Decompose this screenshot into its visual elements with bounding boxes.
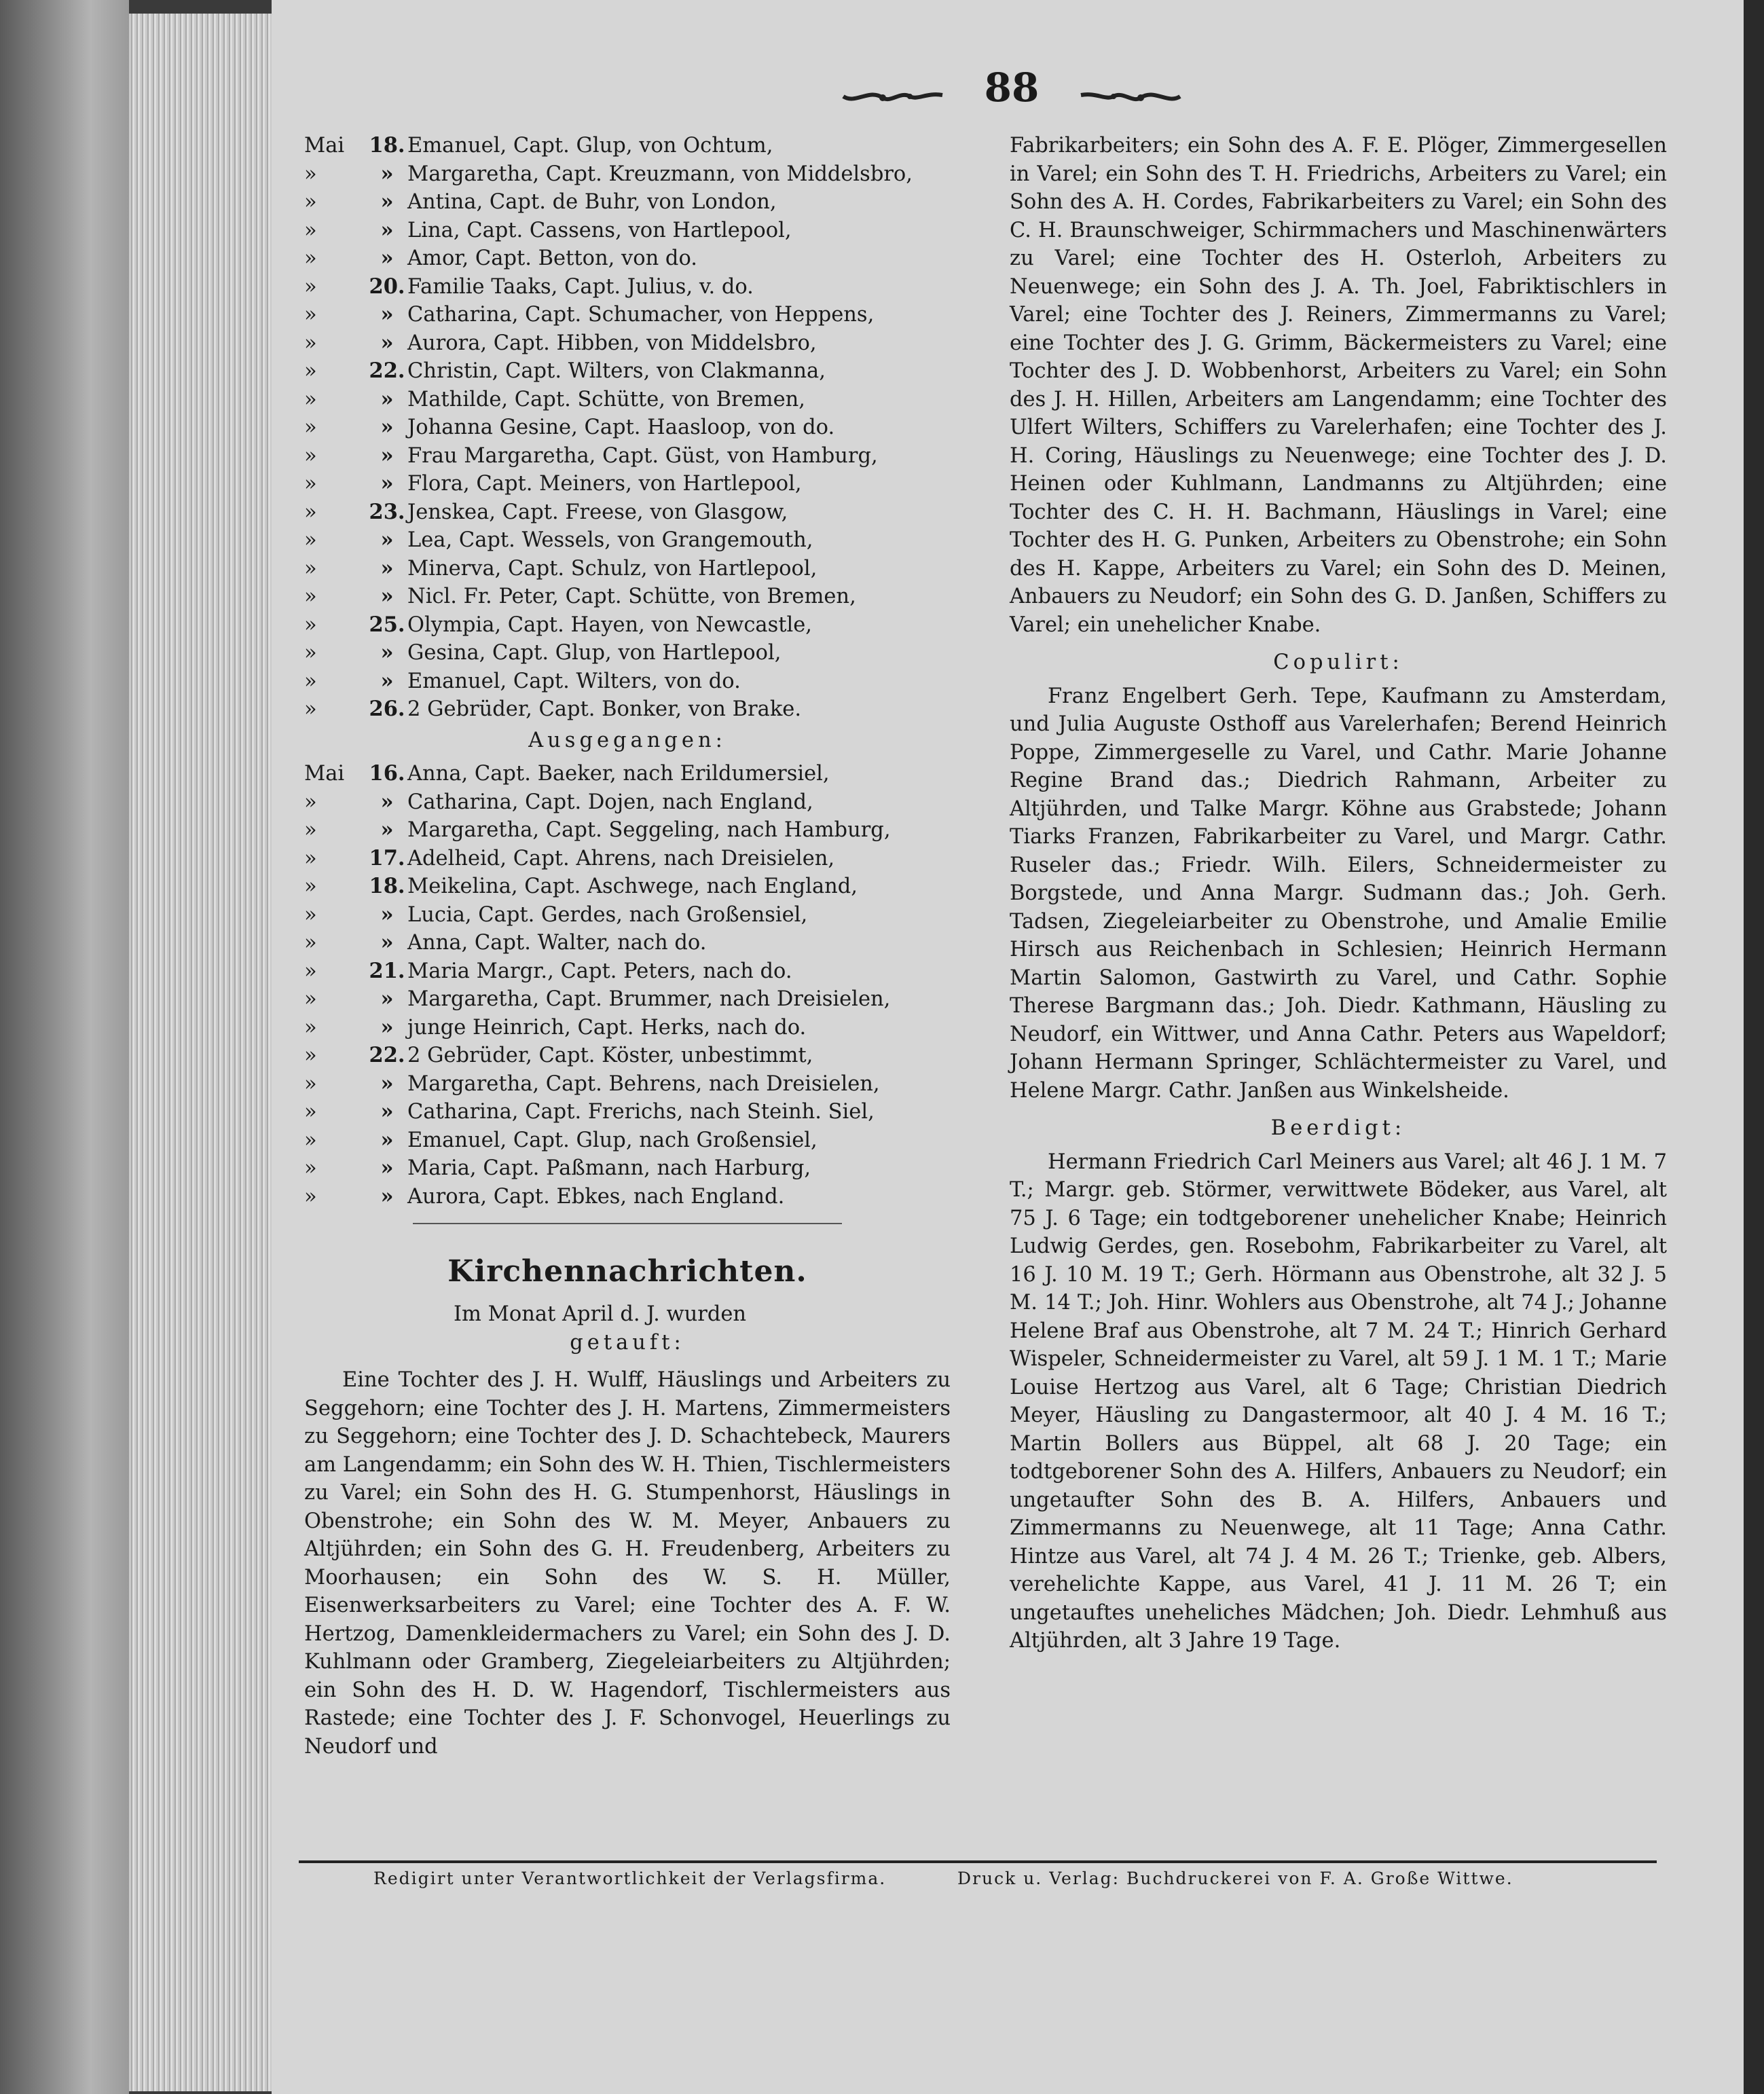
entry-day: »: [380, 386, 394, 411]
entry-day: »: [380, 555, 394, 581]
entry-day: »: [380, 528, 394, 552]
entry-day: »: [380, 789, 394, 814]
ship-entry: [304, 957, 951, 986]
entry-month: »: [304, 416, 317, 439]
entry-month: »: [304, 443, 317, 468]
ship-entry: [304, 1042, 951, 1070]
entry-month: »: [304, 528, 317, 552]
ship-entry: [304, 929, 951, 957]
entry-day: 22.: [369, 359, 405, 383]
entry-month: »: [304, 472, 317, 496]
entry-day: »: [380, 1014, 394, 1040]
section-divider: [413, 1223, 842, 1224]
entry-text: Anna, Capt. Walter, nach do.: [407, 931, 707, 955]
entry-month: »: [304, 902, 317, 927]
ship-entry: [304, 1183, 951, 1211]
ship-entry: [304, 788, 951, 817]
entry-text: Margaretha, Capt. Seggeling, nach Hamburg,: [407, 818, 891, 842]
ship-entry: [304, 816, 951, 845]
entry-day: »: [380, 161, 394, 186]
entry-month: »: [304, 500, 317, 524]
entry-day: »: [380, 443, 394, 468]
footer-editor-note: Redigirt unter Verantwortlichkeit der Verlagsfirma.: [373, 1869, 887, 1888]
entry-day: 16.: [369, 761, 405, 786]
ship-entry: [304, 357, 951, 386]
ship-entry: [304, 667, 951, 696]
baptized-text-continued: Fabrikarbeiters; ein Sohn des A. F. E. Plöger, Zimmergesellen in Varel; ein Sohn des T. H. Friedrichs, Arbeiters zu Varel; ein Sohn des A. H. Cordes, Fabrikarbeiters zu Varel; ein Sohn des C. H. Braunschweiger, Schirmmachers und Maschinenwärters zu Varel; eine Tochter des H. Osterloh, Arbeiters zu Neuenwege; ein Sohn des J. A. Th. Joel, Fabriktischlers in Varel; eine Tochter des J. Reiners, Zimmermanns zu Varel; eine Tochter des J. G. Grimm, Bäckermeisters zu Varel; eine Tochter des J. D. Wobbenhorst, Arbeiters zu Varel; ein Sohn des J. H. Hillen, Arbeiters am Langendamm; eine Tochter des Ulfert Wilters, Schiffers zu Varelerhafen; eine Tochter des J. H. Coring, Häuslings zu Neuenwege; eine Tochter des J. D. Heinen oder Kuhlmann, Landmanns zu Altjührden; eine Tochter des C. H. H. Bachmann, Häuslings in Varel; eine Tochter des H. G. Punken, Arbeiters zu Obenstrohe; ein Sohn des H. Kappe, Arbeiters zu Varel; ein Sohn des D. Meinen, Anbauers zu Neudorf; ein Sohn des G. D. Janßen, Schiffers zu Varel; ein unehelicher Knabe.: [1010, 134, 1667, 637]
entry-month: »: [304, 585, 317, 608]
ship-entry: [304, 526, 951, 555]
departures-list: [304, 760, 951, 1211]
entry-text: Gesina, Capt. Glup, von Hartlepool,: [407, 641, 782, 665]
entry-month: »: [304, 556, 317, 581]
entry-day: »: [380, 415, 394, 439]
entry-month: »: [304, 875, 317, 898]
entry-month: »: [304, 846, 317, 870]
ship-entry: [304, 244, 951, 273]
entry-day: 18.: [369, 133, 405, 158]
entry-text: Margaretha, Capt. Brummer, nach Dreisielen,: [407, 987, 891, 1011]
right-column: [1010, 132, 1667, 1655]
book-page-edges: [129, 14, 272, 2091]
entry-text: Emanuel, Capt. Glup, nach Großensiel,: [407, 1128, 817, 1152]
left-ornament-icon: [842, 81, 944, 109]
ship-entry: [304, 760, 951, 788]
entry-text: Mathilde, Capt. Schütte, von Bremen,: [407, 387, 805, 411]
entry-text: Catharina, Capt. Schumacher, von Heppens,: [407, 303, 875, 327]
entry-text: Flora, Capt. Meiners, von Hartlepool,: [407, 472, 802, 496]
entry-month: »: [304, 931, 317, 955]
page-header: [842, 57, 1181, 118]
ship-entry: [304, 985, 951, 1014]
baptized-heading: getauft:: [570, 1330, 685, 1355]
ship-entry: [304, 188, 951, 217]
ship-entry: [304, 301, 951, 329]
entry-text: Antina, Capt. de Buhr, von London,: [407, 190, 777, 214]
footer-publisher: Druck u. Verlag: Buchdruckerei von F. A. Große Wittwe.: [957, 1869, 1513, 1888]
entry-text: Catharina, Capt. Frerichs, nach Steinh. Siel,: [407, 1100, 875, 1124]
right-ornament-icon: [1080, 81, 1181, 109]
entry-text: Maria Margr., Capt. Peters, nach do.: [407, 959, 792, 983]
entry-text: junge Heinrich, Capt. Herks, nach do.: [407, 1015, 807, 1040]
entry-text: Anna, Capt. Baeker, nach Erildumersiel,: [407, 762, 830, 786]
entry-text: Meikelina, Capt. Aschwege, nach England,: [407, 875, 858, 898]
entry-text: Emanuel, Capt. Glup, von Ochtum,: [407, 134, 773, 158]
entry-text: Margaretha, Capt. Kreuzmann, von Middelsbro,: [407, 162, 913, 186]
married-heading: Copulirt:: [1273, 650, 1403, 674]
ship-entry: [304, 901, 951, 930]
entry-text: Margaretha, Capt. Behrens, nach Dreisielen,: [407, 1071, 880, 1096]
entry-month: »: [304, 641, 317, 665]
entry-month: »: [304, 274, 317, 299]
entry-text: 2 Gebrüder, Capt. Bonker, von Brake.: [407, 697, 802, 721]
entry-month: »: [304, 1015, 317, 1040]
entry-day: »: [380, 584, 394, 608]
ship-entry: [304, 1126, 951, 1155]
ship-entry: [304, 329, 951, 358]
entry-month: »: [304, 669, 317, 693]
entry-day: »: [380, 930, 394, 955]
ship-entry: [304, 695, 951, 724]
buried-heading: Beerdigt:: [1270, 1116, 1406, 1140]
entry-text: Maria, Capt. Paßmann, nach Harburg,: [407, 1156, 811, 1180]
entry-day: »: [380, 471, 394, 496]
church-news-subtitle: Im Monat April d. J. wurden: [454, 1302, 747, 1326]
entry-day: »: [380, 330, 394, 355]
entry-text: Frau Margaretha, Capt. Güst, von Hamburg,: [407, 443, 878, 468]
entry-day: »: [380, 1071, 394, 1096]
entry-text: Lea, Capt. Wessels, von Grangemouth,: [407, 528, 813, 552]
entry-text: Minerva, Capt. Schulz, von Hartlepool,: [407, 556, 817, 581]
entry-day: »: [380, 189, 394, 214]
entry-month: »: [304, 331, 317, 355]
entry-month: Mai: [304, 134, 345, 158]
entry-day: 23.: [369, 499, 405, 524]
entry-text: Adelheid, Capt. Ahrens, nach Dreisielen,: [407, 846, 835, 870]
ship-entry: [304, 160, 951, 189]
entry-day: 20.: [369, 274, 405, 299]
entry-text: Olympia, Capt. Hayen, von Newcastle,: [407, 612, 813, 637]
ship-entry: [304, 498, 951, 527]
ship-entry: [304, 1154, 951, 1183]
entry-month: »: [304, 387, 317, 411]
entry-day: »: [380, 902, 394, 927]
married-text: Franz Engelbert Gerh. Tepe, Kaufmann zu Amsterdam, und Julia Auguste Osthoff aus Varelerhafen; Berend Heinrich Poppe, Zimmergeselle zu Varel, und Cathr. Marie Johanne Regine Brand das.; Diedrich Rahmann, Arbeiter zu Altjührden, und Talke Margr. Köhne aus Grabstede; Johann Tiarks Franzen, Fabrikarbeiter zu Varel, und Margr. Cathr. Ruseler das.; Friedr. Wilh. Eilers, Schneidermeister zu Borgstede, und Anna Margr. Sudmann das.; Joh. Gerh. Tadsen, Ziegeleiarbeiter zu Obenstrohe, und Amalie Emilie Hirsch aus Reichenbach in Schlesien; Heinrich Hermann Martin Salomon, Gastwirth zu Varel, und Cathr. Sophie Therese Bargmann das.; Joh. Diedr. Kathmann, Häusling zu Neudorf, ein Wittwer, und Anna Cathr. Peters aus Wapeldorf; Johann Hermann Springer, Schlächtermeister zu Varel, und Helene Margr. Cathr. Janßen aus Winkelsheide.: [1010, 684, 1667, 1103]
entry-month: »: [304, 303, 317, 327]
entry-month: »: [304, 218, 317, 242]
entry-month: »: [304, 1128, 317, 1152]
entry-month: »: [304, 697, 317, 721]
page-number: 88: [984, 65, 1040, 111]
entry-month: »: [304, 790, 317, 814]
entry-month: »: [304, 1156, 317, 1180]
entry-day: »: [380, 1183, 394, 1209]
entry-day: »: [380, 217, 394, 242]
ship-entry: [304, 1014, 951, 1042]
entry-text: Lucia, Capt. Gerdes, nach Großensiel,: [407, 902, 808, 927]
entry-day: 22.: [369, 1043, 405, 1067]
entry-day: »: [380, 818, 394, 842]
ship-entry: [304, 639, 951, 667]
arrivals-list: [304, 132, 951, 724]
entry-text: Catharina, Capt. Dojen, nach England,: [407, 790, 813, 814]
entry-day: 26.: [369, 697, 405, 721]
ship-entry: [304, 845, 951, 873]
entry-text: Jenskea, Capt. Freese, von Glasgow,: [407, 500, 788, 524]
ship-entry: [304, 442, 951, 471]
church-news-title: Kirchennachrichten.: [447, 1254, 807, 1289]
entry-day: »: [380, 302, 394, 327]
departures-heading: Ausgegangen:: [528, 728, 727, 752]
entry-text: Lina, Capt. Cassens, von Hartlepool,: [407, 218, 792, 242]
entry-day: 18.: [369, 874, 405, 898]
entry-month: »: [304, 359, 317, 383]
buried-text: Hermann Friedrich Carl Meiners aus Varel; alt 46 J. 1 M. 7 T.; Margr. geb. Störmer, verwittwete Bödeker, aus Varel, alt 75 J. 6 Tage; ein todtgeborener unehelicher Knabe; Heinrich Ludwig Gerdes, gen. Rosebohm, Fabrikarbeiter zu Varel, alt 16 J. 10 M. 19 T.; Gerh. Hörmann aus Obenstrohe, alt 32 J. 5 M. 14 T.; Joh. Hinr. Wohlers aus Obenstrohe, alt 74 J.; Johanne Helene Braf aus Obenstrohe, alt 7 M. 24 T.; Hinrich Gerhard Wispeler, Schneidermeister zu Varel, alt 59 J. 1 M. 1 T.; Marie Louise Hertzog aus Varel, alt 6 Tage; Christian Diedrich Meyer, Häusling zu Dangastermoor, alt 40 J. 4 M. 16 T.; Martin Bollers aus Büppel, alt 68 J. 20 Tage; ein todtgeborener Sohn des A. Hilfers, Anbauers zu Neudorf; ein ungetaufter Sohn des B. A. Hilfers, Anbauers und Zimmermanns zu Neuenwege, alt 11 Tage; Anna Cathr. Hintze aus Varel, alt 74 J. 4 M. 26 T.; Trienke, geb. Albers, verehelichte Kappe, aus Varel, 41 J. 11 M. 26 T; ein ungetauftes uneheliches Mädchen; Joh. Diedr. Lehmhuß aus Altjührden, alt 3 Jahre 19 Tage.: [1010, 1150, 1667, 1653]
entry-text: Christin, Capt. Wilters, von Clakmanna,: [407, 359, 826, 383]
entry-day: »: [380, 668, 394, 693]
entry-month: »: [304, 190, 317, 214]
entry-day: »: [380, 246, 394, 270]
entry-month: »: [304, 959, 317, 983]
entry-day: »: [380, 1127, 394, 1152]
ship-entry: [304, 470, 951, 498]
entry-month: »: [304, 1184, 317, 1209]
entry-text: 2 Gebrüder, Capt. Köster, unbestimmt,: [407, 1044, 813, 1067]
ship-entry: [304, 872, 951, 901]
scan-background-left: [0, 0, 129, 2094]
entry-day: »: [380, 640, 394, 665]
entry-text: Johanna Gesine, Capt. Haasloop, von do.: [407, 416, 835, 439]
entry-day: »: [380, 1099, 394, 1124]
entry-month: Mai: [304, 762, 345, 786]
entry-day: 17.: [369, 845, 405, 870]
entry-day: »: [380, 1156, 394, 1180]
ship-entry: [304, 583, 951, 611]
ship-entry: [304, 414, 951, 442]
left-column: [304, 132, 951, 1761]
ship-entry: [304, 555, 951, 583]
ship-entry: [304, 386, 951, 414]
ship-entry: [304, 217, 951, 245]
entry-day: 21.: [369, 958, 405, 983]
footer-rule: [299, 1860, 1657, 1863]
ship-entry: [304, 132, 951, 160]
scan-background-right: [1744, 0, 1764, 2094]
entry-day: »: [380, 987, 394, 1011]
entry-text: Nicl. Fr. Peter, Capt. Schütte, von Bremen,: [407, 585, 856, 608]
ship-entry: [304, 273, 951, 301]
entry-text: Amor, Capt. Betton, von do.: [407, 246, 697, 270]
entry-month: »: [304, 818, 317, 842]
ship-entry: [304, 611, 951, 640]
entry-text: Familie Taaks, Capt. Julius, v. do.: [407, 274, 754, 299]
entry-month: »: [304, 987, 317, 1011]
ship-entry: [304, 1098, 951, 1126]
entry-month: »: [304, 1100, 317, 1124]
ship-entry: [304, 1070, 951, 1099]
entry-day: 25.: [369, 612, 405, 637]
entry-text: Aurora, Capt. Ebkes, nach England.: [407, 1184, 785, 1209]
entry-month: »: [304, 162, 317, 186]
baptized-text: Eine Tochter des J. H. Wulff, Häuslings und Arbeiters zu Seggehorn; eine Tochter des J. H. Martens, Zimmermeisters zu Seggehorn; eine Tochter des J. D. Schachtebeck, Maurers am Langendamm; ein Sohn des W. H. Thien, Tischlermeisters zu Varel; ein Sohn des H. G. Stumpenhorst, Häuslings in Obenstrohe; ein Sohn des W. M. Meyer, Anbauers zu Altjührden; ein Sohn des G. H. Freudenberg, Arbeiters zu Moorhausen; ein Sohn des W. S. H. Müller, Eisenwerksarbeiters zu Varel; eine Tochter des A. F. W. Hertzog, Damenkleidermachers zu Varel; ein Sohn des J. D. Kuhlmann oder Gramberg, Ziegeleiarbeiters zu Altjührden; ein Sohn des H. D. W. Hagendorf, Tischlermeisters aus Rastede; eine Tochter des J. F. Schonvogel, Heuerlings zu Neudorf und: [304, 1368, 951, 1759]
entry-month: »: [304, 1044, 317, 1067]
entry-month: »: [304, 246, 317, 270]
entry-text: Emanuel, Capt. Wilters, von do.: [407, 669, 741, 693]
entry-month: »: [304, 612, 317, 637]
entry-text: Aurora, Capt. Hibben, von Middelsbro,: [407, 331, 817, 355]
entry-month: »: [304, 1071, 317, 1096]
